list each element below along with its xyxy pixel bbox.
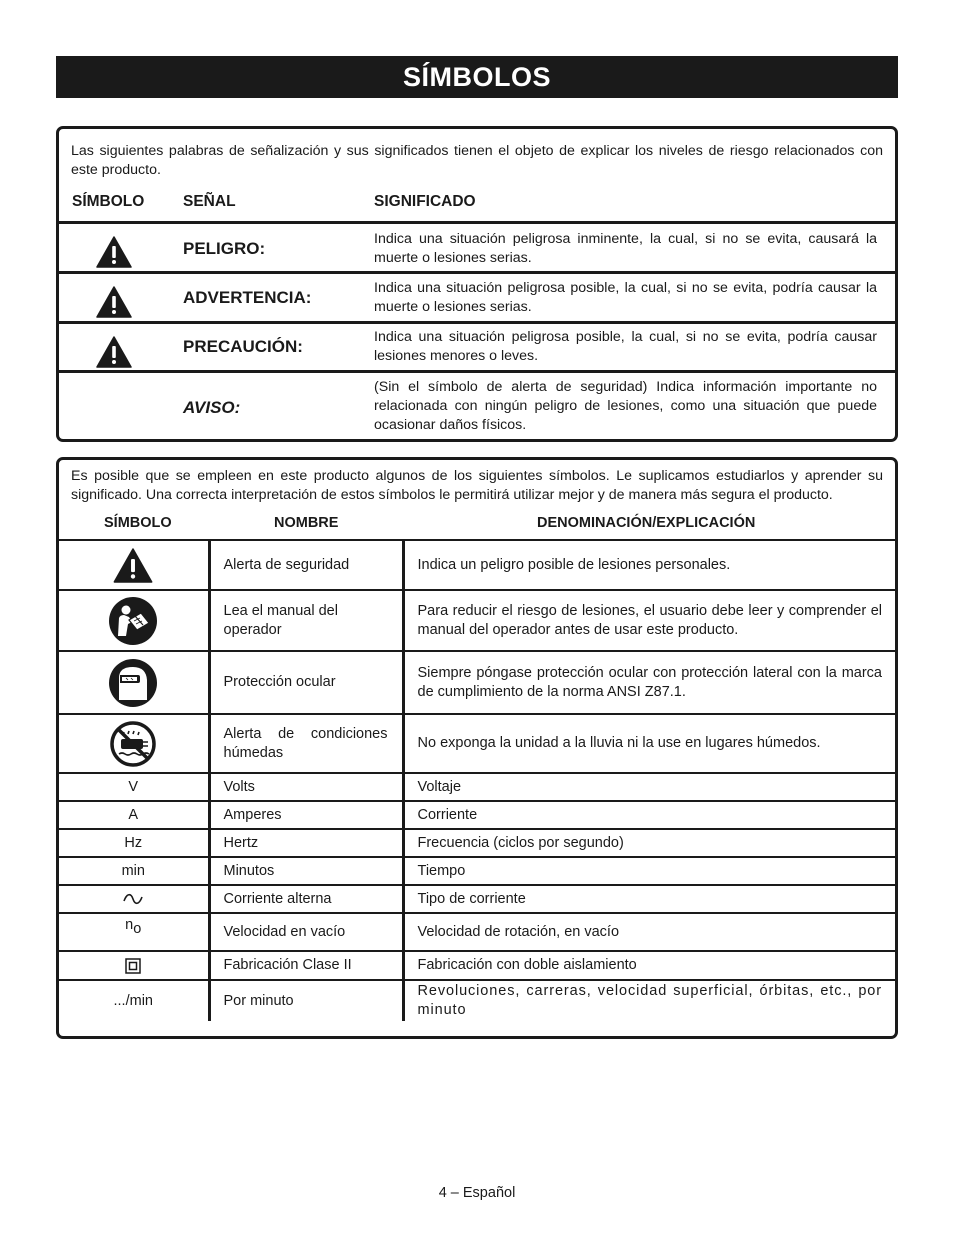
signal-meaning: Indica una situación peligrosa posible, la cual, si no se evita, podría causar lesiones menores o leves. bbox=[374, 329, 877, 364]
symbol-explanation: Corriente bbox=[403, 801, 895, 829]
signal-row-warning bbox=[59, 271, 895, 321]
symbol-text: A bbox=[59, 801, 209, 829]
symbol-text: min bbox=[59, 857, 209, 885]
table-row bbox=[59, 951, 895, 980]
class-ii-icon bbox=[125, 958, 141, 974]
symbol-name: Fabricación Clase II bbox=[209, 951, 403, 980]
signal-row-caution bbox=[59, 321, 895, 370]
signal-words-intro: Las siguientes palabras de señalización y sus significados tienen el objeto de explicar los niveles de riesgo relacionados con este producto. bbox=[71, 143, 883, 178]
no-load-speed-symbol bbox=[59, 913, 209, 951]
symbols-header bbox=[59, 505, 895, 539]
symbol-explanation: Velocidad de rotación, en vacío bbox=[403, 913, 895, 951]
table-row bbox=[59, 714, 895, 773]
symbol-explanation: Fabricación con doble aislamiento bbox=[403, 951, 895, 980]
table-row bbox=[59, 857, 895, 885]
symbol-explanation: Indica un peligro posible de lesiones personales. bbox=[403, 540, 895, 590]
symbol-name: Hertz bbox=[209, 829, 403, 857]
symbol-subscript: o bbox=[133, 920, 142, 937]
symbol-explanation: Frecuencia (ciclos por segundo) bbox=[403, 829, 895, 857]
symbol-explanation: Tipo de corriente bbox=[403, 885, 895, 913]
symbol-name: Amperes bbox=[209, 801, 403, 829]
warning-triangle-icon bbox=[96, 336, 132, 368]
signal-words-panel bbox=[56, 126, 898, 442]
table-row bbox=[59, 829, 895, 857]
table-row bbox=[59, 980, 895, 1021]
warning-triangle-icon bbox=[113, 548, 153, 583]
signal-meaning: Indica una situación peligrosa inminente, la cual, si no se evita, causará la muerte o lesiones serias. bbox=[374, 231, 877, 266]
symbol-explanation-text: Revoluciones, carreras, velocidad superficial, órbitas, etc., por minuto bbox=[417, 983, 882, 1018]
symbol-name: Volts bbox=[209, 773, 403, 801]
symbol-name: Velocidad en vacío bbox=[209, 913, 403, 951]
symbol-text: V bbox=[59, 773, 209, 801]
symbol-text: .../min bbox=[59, 980, 209, 1021]
symbol-explanation: Voltaje bbox=[403, 773, 895, 801]
table-row bbox=[59, 540, 895, 590]
header-explanation: DENOMINACIÓN/EXPLICACIÓN bbox=[537, 515, 756, 531]
symbol-name: Protección ocular bbox=[209, 651, 403, 714]
signal-words-header bbox=[59, 180, 895, 221]
table-row bbox=[59, 801, 895, 829]
header-symbol: SÍMBOLO bbox=[104, 515, 172, 531]
signal-label: AVISO: bbox=[183, 398, 241, 417]
symbol-text: Hz bbox=[59, 829, 209, 857]
symbols-table bbox=[59, 539, 895, 1021]
wet-conditions-icon bbox=[110, 721, 156, 767]
read-manual-icon bbox=[108, 596, 158, 646]
symbols-panel bbox=[56, 457, 898, 1039]
signal-row-danger bbox=[59, 221, 895, 271]
header-symbol: SÍMBOLO bbox=[72, 193, 145, 210]
table-row bbox=[59, 885, 895, 913]
warning-triangle-icon bbox=[96, 236, 132, 268]
signal-meaning: (Sin el símbolo de alerta de seguridad) Indica información importante no relacionada con ningún peligro de lesiones, como una situación que puede ocasionar daños físicos. bbox=[374, 379, 877, 433]
symbol-name: Corriente alterna bbox=[209, 885, 403, 913]
symbol-explanation bbox=[403, 980, 895, 1021]
symbol-name: Lea el manual del operador bbox=[209, 590, 403, 651]
symbol-name: Alerta de condiciones húmedas bbox=[209, 714, 403, 773]
page-number: 4 – Español bbox=[438, 1185, 516, 1201]
symbol-text: n bbox=[125, 916, 134, 933]
symbol-name: Minutos bbox=[209, 857, 403, 885]
table-row bbox=[59, 773, 895, 801]
table-row bbox=[59, 651, 895, 714]
symbols-intro: Es posible que se empleen en este producto algunos de los siguientes símbolos. Le suplicamos estudiarlos y aprender su significado. Una correcta interpretación de estos símbolos le permitirá utilizar mejor y de manera más segura el producto. bbox=[71, 468, 883, 503]
symbol-explanation: Siempre póngase protección ocular con protección lateral con la marca de cumplimiento de la norma ANSI Z87.1. bbox=[403, 651, 895, 714]
signal-label: PRECAUCIÓN: bbox=[183, 337, 303, 356]
signal-row-notice bbox=[59, 370, 895, 442]
header-meaning: SIGNIFICADO bbox=[374, 193, 476, 210]
symbol-name: Por minuto bbox=[209, 980, 403, 1021]
alternating-current-icon bbox=[122, 892, 144, 906]
header-signal: SEÑAL bbox=[183, 193, 236, 210]
signal-label: ADVERTENCIA: bbox=[183, 288, 312, 307]
table-row bbox=[59, 590, 895, 651]
symbol-explanation: Para reducir el riesgo de lesiones, el usuario debe leer y comprender el manual del operador antes de usar este producto. bbox=[403, 590, 895, 651]
warning-triangle-icon bbox=[96, 286, 132, 318]
symbol-explanation: Tiempo bbox=[403, 857, 895, 885]
symbol-name: Alerta de seguridad bbox=[209, 540, 403, 590]
page-title: SÍMBOLOS bbox=[56, 56, 898, 98]
eye-protection-icon bbox=[108, 658, 158, 708]
signal-label: PELIGRO: bbox=[183, 239, 266, 258]
header-name: NOMBRE bbox=[274, 515, 339, 531]
signal-meaning: Indica una situación peligrosa posible, la cual, si no se evita, podría causar la muerte o lesiones serias. bbox=[374, 280, 877, 315]
table-row bbox=[59, 913, 895, 951]
symbol-explanation: No exponga la unidad a la lluvia ni la use en lugares húmedos. bbox=[403, 714, 895, 773]
